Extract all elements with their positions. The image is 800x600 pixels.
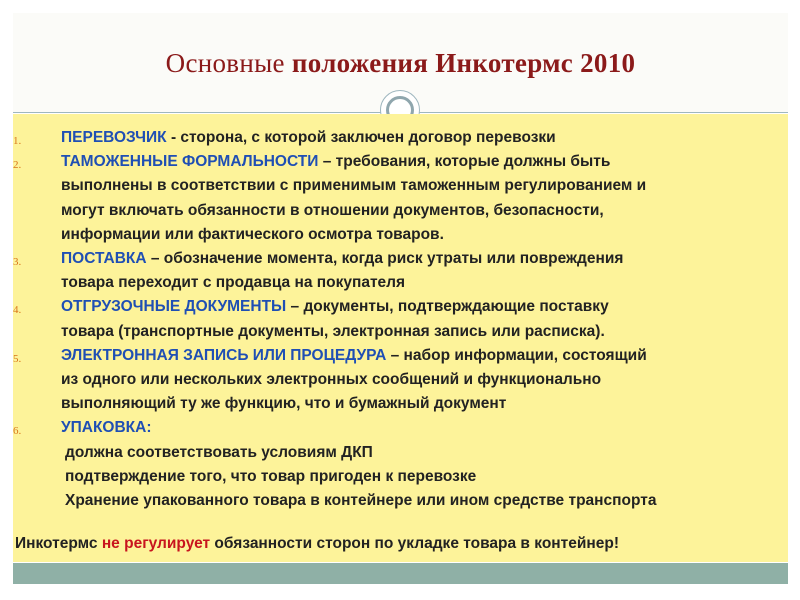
footnote-suffix: обязанности сторон по укладке товара в контейнер!	[210, 535, 620, 552]
title-part-1: Основные	[165, 48, 292, 78]
item-line: товара переходит с продавца на покупателя	[61, 274, 406, 292]
list-item	[0, 247, 800, 295]
item-line: информации или фактического осмотра товаров.	[61, 225, 444, 243]
item-line: - сторона, с которой заключен договор перевозки	[170, 129, 556, 146]
list-item	[0, 295, 800, 343]
item-subpoint: подтверждение того, что товар пригоден к перевозке	[65, 467, 477, 485]
item-term: ТАМОЖЕННЫЕ ФОРМАЛЬНОСТИ	[61, 153, 319, 171]
item-line: – требования, которые должны быть	[318, 153, 611, 171]
item-line: – набор информации, состоящий	[386, 346, 647, 364]
item-line: из одного или нескольких электронных сообщений и функционально	[61, 371, 602, 389]
item-term: ПЕРЕВОЗЧИК	[61, 129, 171, 146]
item-line: – обозначение момента, когда риск утраты или повреждения	[146, 250, 624, 268]
footnote-prefix: Инкотермс	[15, 535, 102, 552]
item-line: товара (транспортные документы, электронная запись или расписка).	[61, 322, 605, 340]
definitions-list	[0, 126, 800, 513]
item-number: 3.	[13, 256, 22, 269]
item-line: могут включать обязанности в отношении документов, безопасности,	[61, 201, 604, 219]
item-number: 1.	[13, 135, 22, 147]
footer-bar	[13, 563, 788, 584]
item-term: ОТГРУЗОЧНЫЕ ДОКУМЕНТЫ	[61, 298, 287, 316]
item-term: УПАКОВКА:	[61, 419, 152, 437]
item-number: 2.	[13, 159, 22, 172]
list-item	[0, 126, 800, 150]
slide-title	[13, 48, 788, 79]
item-subpoint: должна соответствовать условиям ДКП	[65, 443, 373, 461]
item-term: ЭЛЕКТРОННАЯ ЗАПИСЬ ИЛИ ПРОЦЕДУРА	[61, 346, 387, 364]
item-subpoint: Хранение упакованного товара в контейнере или ином средстве транспорта	[65, 492, 657, 510]
list-item	[0, 150, 800, 247]
footnote-emphasis: не регулирует	[101, 535, 211, 552]
item-number: 6.	[13, 425, 22, 438]
item-number: 4.	[13, 304, 22, 317]
list-item	[0, 416, 800, 513]
item-term: ПОСТАВКА	[61, 250, 147, 268]
item-number: 5.	[13, 352, 22, 365]
item-line: – документы, подтверждающие поставку	[286, 298, 609, 316]
list-item	[0, 344, 800, 417]
footnote	[15, 535, 619, 553]
title-part-2: положения Инкотермс 2010	[291, 48, 636, 78]
item-line: выполнены в соответствии с применимым таможенным регулированием и	[61, 177, 647, 195]
item-line: выполняющий ту же функцию, что и бумажный документ	[61, 395, 507, 413]
